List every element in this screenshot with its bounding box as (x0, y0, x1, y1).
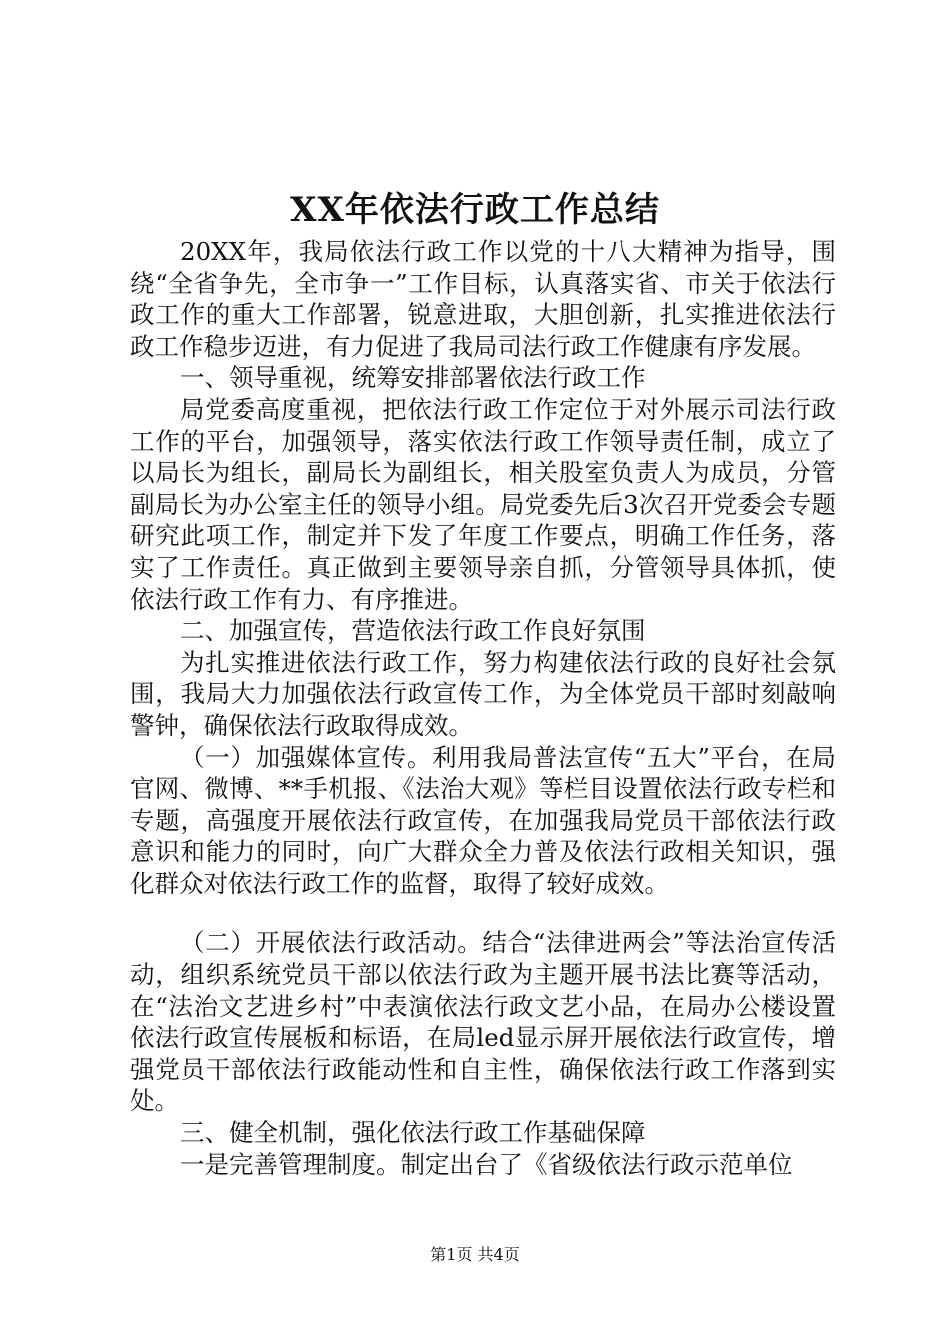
paragraph-intro: 20XX年，我局依法行政工作以党的十八大精神为指导，围绕“全省争先，全市争一”工作目标，认真落实省、市关于依法行政工作的重大工作部署，锐意进取，大胆创新，扎实推进依法行政工作稳步迈进，有力促进了我局司法行政工作健康有序发展。 (130, 237, 836, 361)
paragraph-media-publicity: （一）加强媒体宣传。利用我局普法宣传“五大”平台，在局官网、微博、**手机报、《法治大观》等栏目设置依法行政专栏和专题，高强度开展依法行政宣传，在加强我局党员干部依法行政意识和能力的同时，向广大群众全力普及依法行政相关知识，强化群众对依法行政工作的监督，取得了较好成效。 (130, 742, 836, 898)
document-body (130, 236, 836, 1180)
section-heading-3: 三、健全机制，强化依法行政工作基础保障 (180, 1118, 646, 1148)
page-footer: 第1页 共4页 (430, 1245, 520, 1264)
section-heading-1: 一、领导重视，统筹安排部署依法行政工作 (180, 363, 646, 393)
paragraph-spacer (130, 899, 836, 927)
paragraph-section-3: 一是完善管理制度。制定出台了《省级依法行政示范单位 (180, 1149, 793, 1179)
paragraph-section-2: 为扎实推进依法行政工作，努力构建依法行政的良好社会氛围，我局大力加强依法行政宣传工作，为全体党员干部时刻敲响警钟，确保依法行政取得成效。 (130, 647, 836, 740)
section-heading-2: 二、加强宣传，营造依法行政工作良好氛围 (180, 616, 646, 646)
paragraph-section-1: 局党委高度重视，把依法行政工作定位于对外展示司法行政工作的平台，加强领导，落实依法行政工作领导责任制，成立了以局长为组长，副局长为副组长，相关股室负责人为成员，分管副局长为办公室主任的领导小组。局党委先后3次召开党委会专题研究此项工作，制定并下发了年度工作要点，明确工作任务，落实了工作责任。真正做到主要领导亲自抓，分管领导具体抓，使依法行政工作有力、有序推进。 (130, 394, 836, 614)
paragraph-activities: （二）开展依法行政活动。结合“法律进两会”等法治宣传活动，组织系统党员干部以依法行政为主题开展书法比赛等活动，在“法治文艺进乡村”中表演依法行政文艺小品，在局办公楼设置依法行政宣传展板和标语，在局led显示屏开展依法行政宣传，增强党员干部依法行政能动性和自主性，确保依法行政工作落到实处。 (130, 928, 836, 1116)
document-title: XX年依法行政工作总结 (290, 190, 660, 230)
